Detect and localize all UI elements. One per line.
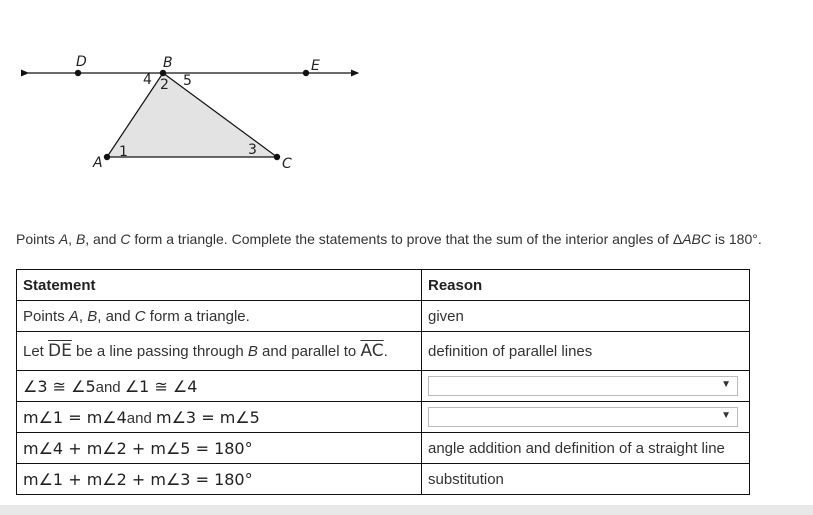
statement-math: m∠1 + m∠2 + m∠3 = 180° bbox=[23, 469, 253, 489]
statement-text: Points bbox=[23, 307, 69, 325]
statement-math: m∠3 = m∠5 bbox=[156, 407, 260, 427]
statement-math: m∠1 = m∠4 bbox=[23, 407, 127, 427]
table-row bbox=[17, 371, 750, 402]
label-d: D bbox=[76, 54, 87, 70]
statement-text: . bbox=[383, 343, 388, 360]
statement-text: and bbox=[95, 378, 125, 396]
prompt-point-c: C bbox=[120, 231, 131, 247]
statement-text: Let bbox=[23, 343, 49, 360]
point-e bbox=[303, 70, 309, 76]
statement-text: , and bbox=[97, 307, 135, 325]
label-c: C bbox=[282, 156, 292, 172]
point-name: A bbox=[68, 307, 79, 325]
point-name: B bbox=[247, 343, 258, 360]
segment-ac: $\overline{AC}$ bbox=[360, 341, 384, 361]
point-a bbox=[104, 154, 110, 160]
statement-text: , bbox=[78, 307, 88, 325]
statement-cell bbox=[17, 332, 422, 371]
point-c bbox=[274, 154, 280, 160]
label-a: A bbox=[93, 155, 103, 171]
statement-text: be a line passing through bbox=[71, 343, 248, 360]
prompt-text: is 180°. bbox=[710, 231, 762, 247]
dropdown-arrow-icon: ▼ bbox=[721, 410, 731, 421]
reason-cell bbox=[422, 402, 750, 433]
reason-cell: given bbox=[422, 301, 750, 332]
statement-cell bbox=[17, 433, 422, 464]
angle-label-4: 4 bbox=[143, 72, 152, 88]
table-header-row bbox=[17, 270, 750, 301]
statement-cell bbox=[17, 402, 422, 433]
problem-prompt bbox=[16, 231, 806, 247]
reason-cell bbox=[422, 371, 750, 402]
table-row bbox=[17, 433, 750, 464]
statement-math: ∠1 ≅ ∠4 bbox=[124, 376, 198, 396]
reason-cell: angle addition and definition of a straight line bbox=[422, 433, 750, 464]
point-d bbox=[75, 70, 81, 76]
reason-dropdown[interactable] bbox=[428, 376, 738, 396]
reason-cell: substitution bbox=[422, 464, 750, 495]
statement-cell bbox=[17, 371, 422, 402]
statement-text: and parallel to bbox=[257, 343, 361, 360]
angle-label-3: 3 bbox=[248, 142, 257, 158]
prompt-text: , bbox=[68, 231, 76, 247]
point-name: B bbox=[87, 307, 98, 325]
table-row bbox=[17, 464, 750, 495]
prompt-point-b: B bbox=[75, 231, 86, 247]
prompt-point-a: A bbox=[58, 231, 69, 247]
statement-text: and bbox=[126, 409, 156, 427]
statement-math: ∠3 ≅ ∠5 bbox=[23, 376, 96, 396]
prompt-text: , and bbox=[85, 231, 121, 247]
table-row bbox=[17, 301, 750, 332]
statement-text: form a triangle. bbox=[145, 307, 250, 325]
segment-de: $\overline{DE}$ bbox=[48, 341, 72, 361]
statement-cell bbox=[17, 464, 422, 495]
dropdown-arrow-icon: ▼ bbox=[721, 379, 731, 390]
table-row bbox=[17, 332, 750, 371]
statement-math: m∠4 + m∠2 + m∠5 = 180° bbox=[23, 438, 253, 458]
triangle-figure bbox=[0, 0, 813, 200]
prompt-text: form a triangle. Complete the statements to prove that the sum of the interior angles of Δ bbox=[130, 231, 683, 247]
table-row bbox=[17, 402, 750, 433]
prompt-text: Points bbox=[16, 231, 59, 247]
statement-cell bbox=[17, 301, 422, 332]
footer-bar bbox=[0, 505, 813, 515]
proof-table bbox=[16, 269, 750, 495]
prompt-triangle-name: ABC bbox=[682, 231, 711, 247]
point-name: C bbox=[134, 307, 146, 325]
header-reason: Reason bbox=[422, 270, 750, 301]
reason-dropdown[interactable] bbox=[428, 407, 738, 427]
label-b: B bbox=[163, 55, 173, 71]
angle-label-2: 2 bbox=[160, 77, 169, 93]
label-e: E bbox=[311, 58, 320, 74]
reason-cell: definition of parallel lines bbox=[422, 332, 750, 371]
angle-label-5: 5 bbox=[183, 73, 192, 89]
angle-label-1: 1 bbox=[119, 144, 128, 160]
header-statement: Statement bbox=[17, 270, 422, 301]
